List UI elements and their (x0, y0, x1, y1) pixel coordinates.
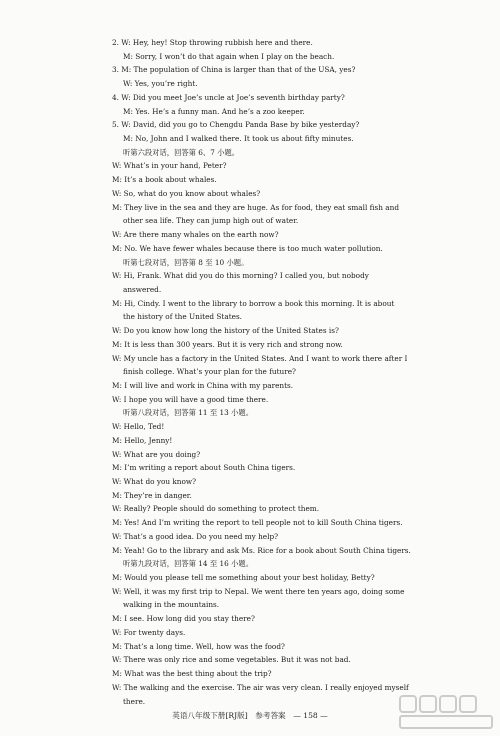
transcript-line-text: W: Do you know how long the history of the United States is? (112, 326, 339, 336)
transcript-line-text: W: There was only rice and some vegetables. But it was not bad. (112, 655, 351, 665)
transcript-line-text: 听第九段对话，回答第 14 至 16 小题。 (123, 559, 254, 569)
transcript-line (0, 653, 500, 667)
transcript-line-text: 4. W: Did you meet Joe’s uncle at Joe’s seventh birthday party? (112, 92, 345, 102)
transcript-line (0, 667, 500, 681)
transcript-line-text: M: Would you please tell me something about your best holiday, Betty? (112, 573, 375, 583)
transcript-line-text: M: They’re in danger. (112, 490, 192, 500)
transcript-line (0, 516, 500, 530)
transcript-line (0, 365, 500, 379)
transcript-line (0, 585, 500, 599)
transcript-line (0, 310, 500, 324)
transcript-line (0, 269, 500, 283)
transcript-line-text: W: What are you doing? (112, 449, 201, 459)
transcript-line-text: W: The walking and the exercise. The air was very clean. I really enjoyed myself (112, 682, 409, 692)
transcript-line (0, 379, 500, 393)
transcript-line (0, 406, 500, 420)
transcript-line (0, 612, 500, 626)
transcript-line-text: W: My uncle has a factory in the United States. And I want to work there after I (112, 353, 408, 363)
transcript-line-text: walking in the mountains. (123, 600, 220, 610)
transcript-line-text: M: They live in the sea and they are huge. As for food, they eat small fish and (112, 202, 399, 212)
transcript-line (0, 50, 500, 64)
transcript-line (0, 173, 500, 187)
transcript-line-text: M: I’m writing a report about South China tigers. (112, 463, 296, 473)
transcript-line-text: W: Yes, you’re right. (123, 79, 198, 89)
transcript-line (0, 626, 500, 640)
transcript-line (0, 544, 500, 558)
transcript-line (0, 146, 500, 160)
transcript-line-text: M: I will live and work in China with my parents. (112, 380, 294, 390)
transcript-line (0, 36, 500, 50)
transcript-line-text: W: What’s in your hand, Peter? (112, 161, 227, 171)
page-footer: 英语八年级下册[RJ版] 参考答案 — 158 — (172, 711, 328, 720)
transcript-line (0, 228, 500, 242)
transcript-line (0, 475, 500, 489)
transcript-line-text: W: What do you know? (112, 477, 197, 486)
transcript-line (0, 461, 500, 475)
transcript-line (0, 448, 500, 462)
transcript-line-text: 听第七段对话，回答第 8 至 10 小题。 (123, 257, 249, 267)
transcript-line (0, 489, 500, 503)
transcript-line-text: W: Really? People should do something to protect them. (112, 504, 320, 514)
transcript-line-text: M: What was the best thing about the trip? (112, 669, 272, 679)
transcript-line (0, 91, 500, 105)
transcript-line (0, 352, 500, 366)
transcript-line-text: M: Yes. He’s a funny man. And he’s a zoo keeper. (123, 106, 305, 116)
transcript-line-text: W: I hope you will have a good time there. (112, 394, 269, 404)
transcript-line (0, 557, 500, 571)
transcript-line (0, 187, 500, 201)
transcript-line (0, 256, 500, 270)
transcript-line-text: M: Hi, Cindy. I went to the library to borrow a book this morning. It is about (112, 298, 395, 308)
transcript-line-text: M: Hello, Jenny! (112, 435, 173, 445)
transcript-line (0, 324, 500, 338)
transcript-line-text: M: It is less than 300 years. But it is very rich and strong now. (112, 339, 343, 349)
transcript-line-text: M: It’s a book about whales. (112, 175, 217, 185)
transcript-line (0, 242, 500, 256)
transcript-line-text: W: Hello, Ted! (112, 422, 165, 432)
transcript-line (0, 214, 500, 228)
transcript-line-text: W: Are there many whales on the earth now? (112, 230, 279, 240)
transcript-line-text: 听第六段对话，回答第 6、7 小题。 (123, 147, 240, 157)
transcript-line (0, 571, 500, 585)
transcript-line-text: the history of the United States. (123, 312, 243, 322)
transcript-line (0, 420, 500, 434)
transcript-line (0, 338, 500, 352)
transcript-line-text: finish college. What’s your plan for the future? (123, 367, 296, 377)
transcript-line-text: other sea life. They can jump high out of water. (123, 216, 299, 226)
transcript-line-text: M: Sorry, I won’t do that again when I play on the beach. (123, 51, 335, 61)
transcript-line-text: 3. M: The population of China is larger than that of the USA, yes? (112, 65, 356, 75)
transcript-line-text: 听第八段对话，回答第 11 至 13 小题。 (123, 408, 254, 418)
transcript-line (0, 434, 500, 448)
transcript-line (0, 118, 500, 132)
transcript-line-text: 5. W: David, did you go to Chengdu Panda Base by bike yesterday? (112, 120, 360, 130)
transcript-line (0, 132, 500, 146)
transcript-line (0, 159, 500, 173)
transcript-line-text: M: No, John and I walked there. It took us about fifty minutes. (123, 134, 354, 144)
transcript-line-text: M: I see. How long did you stay there? (112, 614, 255, 624)
transcript-line-text: answered. (123, 284, 162, 294)
listening-transcript (0, 36, 500, 708)
transcript-line-text: M: That’s a long time. Well, how was the food? (112, 641, 285, 651)
watermark-logo-icon (398, 692, 494, 732)
transcript-line (0, 105, 500, 119)
transcript-line (0, 598, 500, 612)
transcript-line-text: 2. W: Hey, hey! Stop throwing rubbish here and there. (112, 38, 313, 47)
transcript-line (0, 297, 500, 311)
transcript-line (0, 201, 500, 215)
transcript-line-text: M: Yes! And I’m writing the report to tell people not to kill South China tigers. (112, 518, 403, 528)
transcript-line-text: M: Yeah! Go to the library and ask Ms. Rice for a book about South China tigers. (112, 545, 411, 555)
transcript-line (0, 283, 500, 297)
transcript-line-text: there. (123, 696, 146, 706)
transcript-line-text: W: So, what do you know about whales? (112, 188, 261, 198)
transcript-line (0, 640, 500, 654)
transcript-line (0, 530, 500, 544)
transcript-line-text: M: No. We have fewer whales because there is too much water pollution. (112, 243, 383, 253)
transcript-line (0, 393, 500, 407)
transcript-line (0, 77, 500, 91)
transcript-line (0, 502, 500, 516)
transcript-line-text: W: Hi, Frank. What did you do this morning? I called you, but nobody (112, 271, 369, 281)
transcript-line (0, 63, 500, 77)
transcript-line-text: W: Well, it was my first trip to Nepal. We went there ten years ago, doing some (112, 586, 405, 596)
transcript-line-text: W: That’s a good idea. Do you need my help? (112, 531, 279, 541)
transcript-line-text: W: For twenty days. (112, 627, 186, 637)
